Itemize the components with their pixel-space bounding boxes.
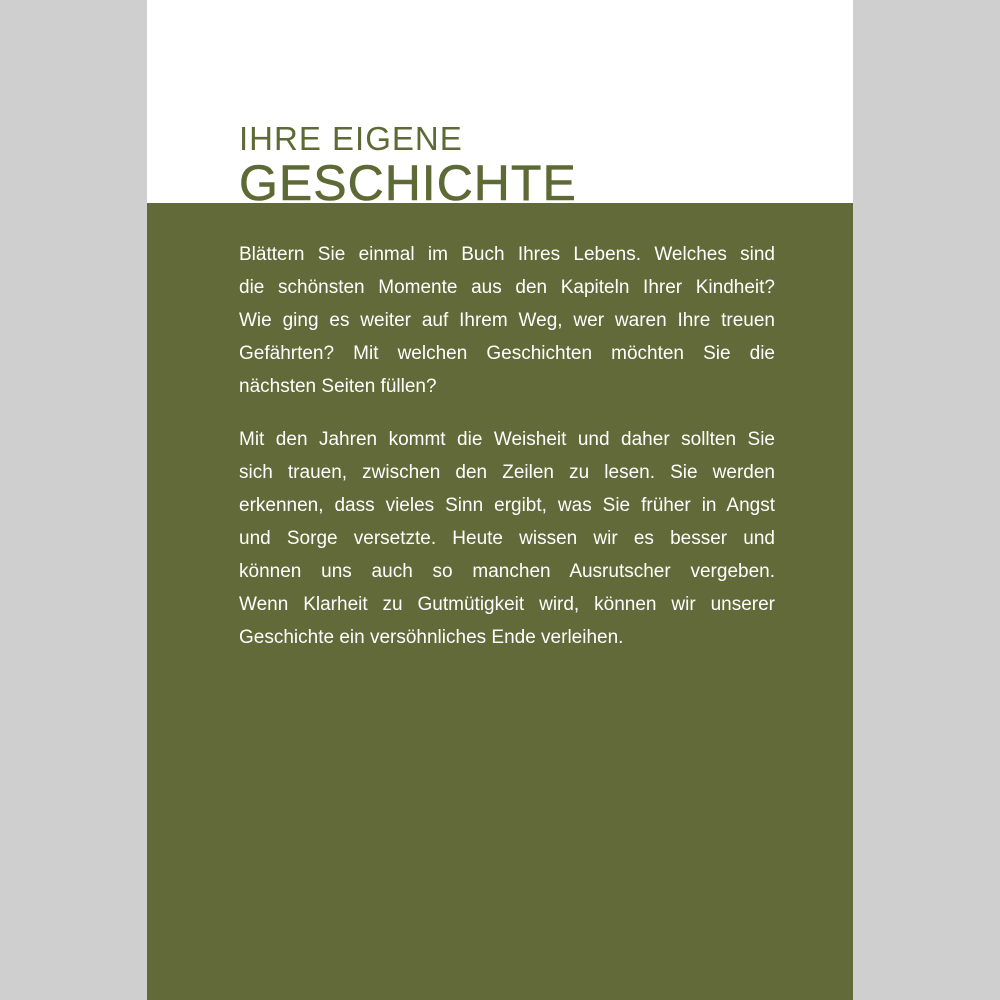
paragraph-line: Geschichte ein versöhnliches Ende verleihen. <box>239 627 624 648</box>
book-page <box>147 0 853 1000</box>
paragraph-line: sich trauen, zwischen den Zeilen zu lesen. Sie werden <box>239 462 775 483</box>
title-line-2-wrapper <box>239 158 739 203</box>
paragraph-line: können uns auch so manchen Ausrutscher vergeben. <box>239 561 775 582</box>
paragraph-line: die schönsten Momente aus den Kapiteln Ihrer Kindheit? <box>239 277 775 298</box>
paragraph-line: Blättern Sie einmal im Buch Ihres Lebens. Welches sind <box>239 244 775 265</box>
paragraph-line: und Sorge versetzte. Heute wissen wir es besser und <box>239 528 775 549</box>
header-band <box>147 0 853 203</box>
title-line-2: GESCHICHTE <box>239 158 577 203</box>
paragraph-line: Wie ging es weiter auf Ihrem Weg, wer waren Ihre treuen <box>239 310 775 331</box>
paragraph-1 <box>239 238 775 403</box>
paragraph-line: nächsten Seiten füllen? <box>239 376 437 397</box>
paragraph-line: Wenn Klarheit zu Gutmütigkeit wird, können wir unserer <box>239 594 775 615</box>
paragraph-line: Mit den Jahren kommt die Weisheit und daher sollten Sie <box>239 429 775 450</box>
title-line-1: IHRE EIGENE <box>239 120 463 157</box>
paragraph-2 <box>239 423 775 654</box>
paragraph-line: erkennen, dass vieles Sinn ergibt, was Sie früher in Angst <box>239 495 775 516</box>
paragraph-line: Gefährten? Mit welchen Geschichten möchten Sie die <box>239 343 775 364</box>
body-text <box>239 238 775 674</box>
